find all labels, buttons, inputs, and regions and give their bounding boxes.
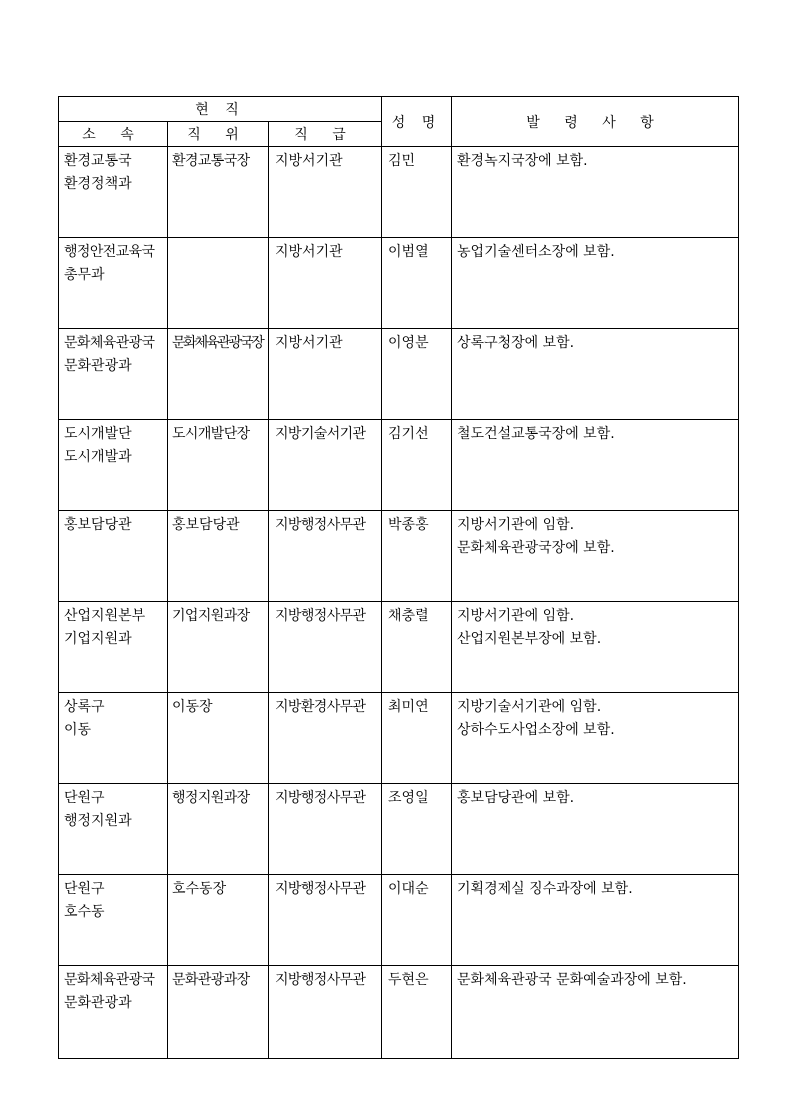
appointment-header: 발 령 사 항 xyxy=(452,97,739,147)
appointment-line-2: 산업지원본부장에 보함. xyxy=(457,631,602,647)
appointment-line-1: 홍보담당관에 보함. xyxy=(457,790,575,806)
affiliation-cell xyxy=(59,784,168,875)
affiliation-dept: 문화체육관광국 xyxy=(64,335,155,351)
position-cell xyxy=(168,329,269,420)
position-text: 환경교통국장 xyxy=(172,153,250,169)
affiliation-dept: 상록구 xyxy=(64,699,105,715)
rank-cell xyxy=(269,420,382,511)
position-cell xyxy=(168,238,269,329)
rank-text: 지방행정사무관 xyxy=(275,517,366,533)
affiliation-team: 행정지원과 xyxy=(64,813,132,829)
appointment-line-1: 농업기술센터소장에 보함. xyxy=(457,244,615,260)
affiliation-dept: 단원구 xyxy=(64,790,105,806)
affiliation-team: 문화관광과 xyxy=(64,995,132,1011)
position-text: 도시개발단장 xyxy=(172,426,250,442)
rank-cell xyxy=(269,966,382,1059)
table-row xyxy=(59,693,739,784)
appointment-cell xyxy=(452,693,739,784)
rank-text: 지방기술서기관 xyxy=(275,426,366,442)
affiliation-team: 도시개발과 xyxy=(64,449,132,465)
person-name: 조영일 xyxy=(388,790,429,806)
appointment-cell xyxy=(452,966,739,1059)
position-cell xyxy=(168,693,269,784)
affiliation-dept: 단원구 xyxy=(64,881,105,897)
person-name: 박종홍 xyxy=(388,517,429,533)
person-name: 이영분 xyxy=(388,335,429,351)
person-name: 채충렬 xyxy=(388,608,429,624)
affiliation-cell xyxy=(59,875,168,966)
name-cell xyxy=(382,329,452,420)
position-cell xyxy=(168,875,269,966)
rank-text: 지방서기관 xyxy=(275,244,343,260)
table-row xyxy=(59,966,739,1059)
affiliation-team: 호수동 xyxy=(64,904,105,920)
table-row xyxy=(59,238,739,329)
affiliation-cell xyxy=(59,966,168,1059)
appointment-line-2: 문화체육관광국장에 보함. xyxy=(457,540,615,556)
position-cell xyxy=(168,420,269,511)
appointment-line-1: 철도건설교통국장에 보함. xyxy=(457,426,615,442)
table-row xyxy=(59,511,739,602)
appointment-table xyxy=(58,96,739,1059)
rank-cell xyxy=(269,784,382,875)
affiliation-team: 이동 xyxy=(64,722,92,738)
affiliation-header: 소 속 xyxy=(59,122,168,147)
rank-text: 지방서기관 xyxy=(275,335,343,351)
affiliation-cell xyxy=(59,602,168,693)
affiliation-cell xyxy=(59,693,168,784)
rank-cell xyxy=(269,875,382,966)
position-text: 기업지원과장 xyxy=(172,608,250,624)
affiliation-team: 문화관광과 xyxy=(64,358,132,374)
position-text: 홍보담당관 xyxy=(172,517,240,533)
name-cell xyxy=(382,693,452,784)
position-cell xyxy=(168,602,269,693)
person-name: 최미연 xyxy=(388,699,429,715)
appointment-line-1: 기획경제실 징수과장에 보함. xyxy=(457,881,633,897)
appointment-cell xyxy=(452,511,739,602)
appointment-cell xyxy=(452,147,739,238)
position-text: 문화체육관광국장 xyxy=(172,335,263,351)
name-cell xyxy=(382,966,452,1059)
position-cell xyxy=(168,511,269,602)
appointment-line-1: 상록구청장에 보함. xyxy=(457,335,575,351)
affiliation-cell xyxy=(59,147,168,238)
appointment-line-1: 환경녹지국장에 보함. xyxy=(457,153,588,169)
table-row xyxy=(59,784,739,875)
appointment-line-1: 지방서기관에 임함. xyxy=(457,608,575,624)
affiliation-cell xyxy=(59,420,168,511)
rank-text: 지방행정사무관 xyxy=(275,881,366,897)
position-text: 행정지원과장 xyxy=(172,790,250,806)
table-body xyxy=(59,147,739,1059)
rank-cell xyxy=(269,693,382,784)
appointment-cell xyxy=(452,602,739,693)
table-row xyxy=(59,420,739,511)
position-text: 호수동장 xyxy=(172,881,227,897)
appointment-line-1: 문화체육관광국 문화예술과장에 보함. xyxy=(457,972,687,988)
affiliation-cell xyxy=(59,329,168,420)
appointment-line-1: 지방서기관에 임함. xyxy=(457,517,575,533)
person-name: 이범열 xyxy=(388,244,429,260)
appointment-cell xyxy=(452,238,739,329)
affiliation-dept: 홍보담당관 xyxy=(64,517,132,533)
position-cell xyxy=(168,147,269,238)
rank-text: 지방행정사무관 xyxy=(275,790,366,806)
rank-text: 지방서기관 xyxy=(275,153,343,169)
position-header: 직 위 xyxy=(168,122,269,147)
affiliation-team: 총무과 xyxy=(64,267,105,283)
affiliation-dept: 산업지원본부 xyxy=(64,608,146,624)
person-name: 김민 xyxy=(388,153,416,169)
affiliation-dept: 행정안전교육국 xyxy=(64,244,155,260)
appointment-cell xyxy=(452,420,739,511)
name-cell xyxy=(382,784,452,875)
appointment-line-2: 상하수도사업소장에 보함. xyxy=(457,722,615,738)
rank-text: 지방행정사무관 xyxy=(275,608,366,624)
affiliation-dept: 문화체육관광국 xyxy=(64,972,155,988)
rank-cell xyxy=(269,147,382,238)
rank-cell xyxy=(269,238,382,329)
rank-text: 지방환경사무관 xyxy=(275,699,366,715)
position-text: 이동장 xyxy=(172,699,213,715)
table-row xyxy=(59,602,739,693)
name-cell xyxy=(382,147,452,238)
affiliation-team: 환경정책과 xyxy=(64,176,132,192)
table-row xyxy=(59,147,739,238)
rank-cell xyxy=(269,602,382,693)
affiliation-dept: 도시개발단 xyxy=(64,426,132,442)
rank-text: 지방행정사무관 xyxy=(275,972,366,988)
rank-cell xyxy=(269,511,382,602)
appointment-cell xyxy=(452,784,739,875)
table-row xyxy=(59,875,739,966)
position-text: 문화관광과장 xyxy=(172,972,250,988)
rank-header: 직 급 xyxy=(269,122,382,147)
affiliation-dept: 환경교통국 xyxy=(64,153,132,169)
position-cell xyxy=(168,784,269,875)
appointment-line-1: 지방기술서기관에 임함. xyxy=(457,699,602,715)
name-header: 성 명 xyxy=(382,97,452,147)
appointment-cell xyxy=(452,329,739,420)
affiliation-cell xyxy=(59,511,168,602)
person-name: 이대순 xyxy=(388,881,429,897)
affiliation-team: 기업지원과 xyxy=(64,631,132,647)
name-cell xyxy=(382,875,452,966)
name-cell xyxy=(382,602,452,693)
person-name: 김기선 xyxy=(388,426,429,442)
appointment-cell xyxy=(452,875,739,966)
table-row xyxy=(59,329,739,420)
name-cell xyxy=(382,238,452,329)
position-cell xyxy=(168,966,269,1059)
name-cell xyxy=(382,420,452,511)
rank-cell xyxy=(269,329,382,420)
name-cell xyxy=(382,511,452,602)
current-post-header: 현 직 xyxy=(59,97,382,122)
affiliation-cell xyxy=(59,238,168,329)
person-name: 두현은 xyxy=(388,972,429,988)
